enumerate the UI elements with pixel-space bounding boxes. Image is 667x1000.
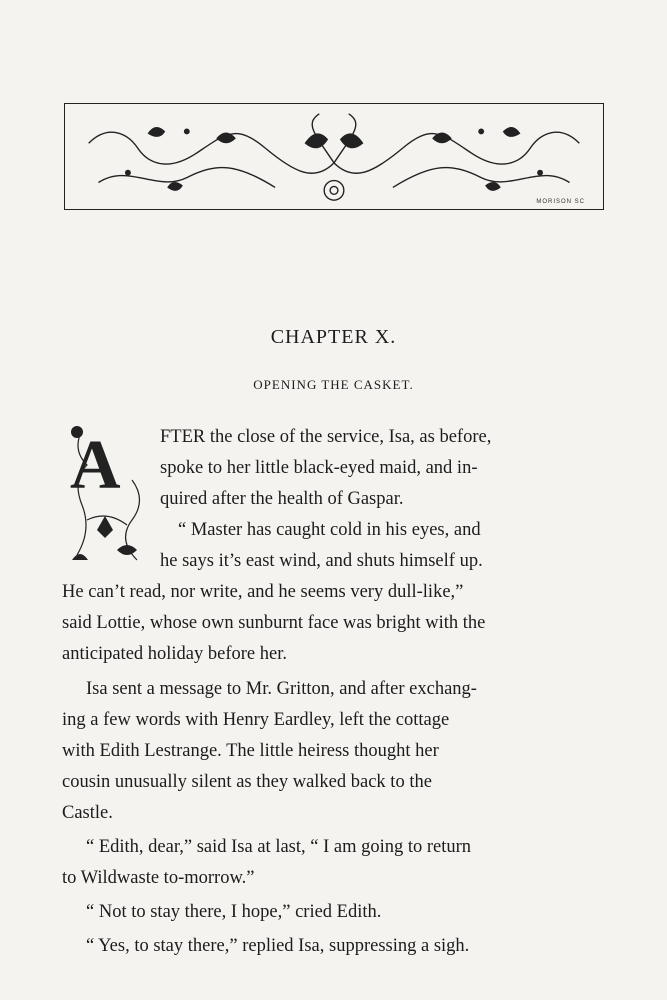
text-line: “ Yes, to stay there,” replied Isa, suppressing a sigh. <box>86 936 470 956</box>
text-line: He can’t read, nor write, and he seems very dull-like,” <box>62 582 464 602</box>
text-line: “ Master has caught cold in his eyes, and <box>178 520 481 540</box>
text-line: FTER the close of the service, Isa, as before, <box>160 427 492 447</box>
chapter-title: CHAPTER X. <box>270 326 397 348</box>
text-line: cousin unusually silent as they walked back to the <box>62 772 432 792</box>
engraver-mark: MORISON SC <box>536 199 585 205</box>
text-line: quired after the health of Gaspar. <box>160 489 404 509</box>
text-line: spoke to her little black-eyed maid, and in- <box>160 458 478 478</box>
text-line: Isa sent a message to Mr. Gritton, and after exchang- <box>86 679 477 699</box>
text-line: anticipated holiday before her. <box>62 644 287 664</box>
chapter-subtitle: OPENING THE CASKET. <box>253 377 414 392</box>
text-line: Castle. <box>62 803 113 823</box>
text-line: “ Edith, dear,” said Isa at last, “ I am going to return <box>86 837 472 857</box>
text-line: “ Not to stay there, I hope,” cried Edith. <box>86 902 382 922</box>
drop-cap-letter: A <box>70 427 121 504</box>
text-line: to Wildwaste to-morrow.” <box>62 868 255 888</box>
text-line: he says it’s east wind, and shuts himself up. <box>160 551 483 571</box>
decorated-drop-cap <box>62 420 152 570</box>
ornamental-header-band <box>64 103 604 210</box>
text-line: ing a few words with Henry Eardley, left the cottage <box>62 710 450 730</box>
text-line: with Edith Lestrange. The little heiress thought her <box>62 741 439 761</box>
text-line: said Lottie, whose own sunburnt face was bright with the <box>62 613 486 633</box>
floral-scroll-ornament <box>65 104 603 209</box>
